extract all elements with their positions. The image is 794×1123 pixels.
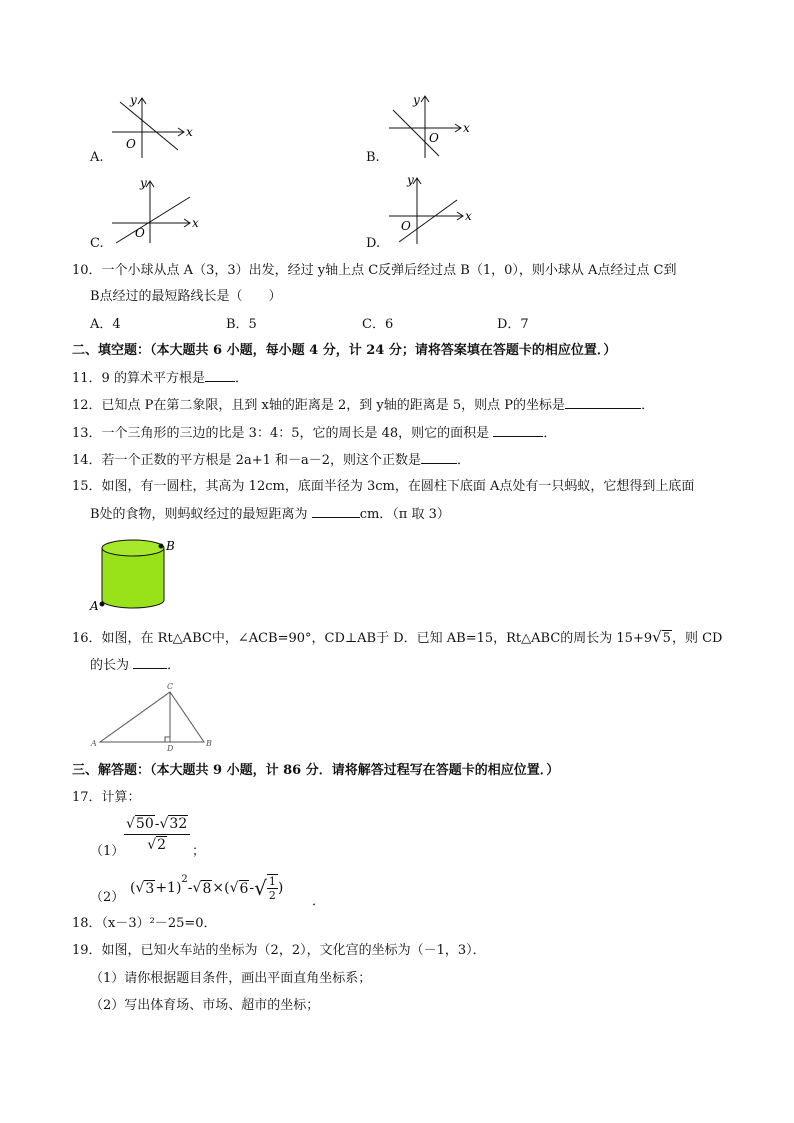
label-b: B <box>206 739 212 748</box>
graph-option-d <box>385 170 485 245</box>
q17-part2-expression <box>130 868 283 908</box>
y-axis-label: y <box>140 176 147 190</box>
y-axis-label: y <box>407 173 414 187</box>
q11 <box>72 369 248 388</box>
sqrt-arg: 2 <box>157 837 167 853</box>
fraction <box>124 816 190 853</box>
sqrt-arg: 3 <box>145 880 155 897</box>
x-axis-label: x <box>465 209 472 223</box>
q12-blank <box>565 396 641 409</box>
q16-line1 <box>72 628 722 648</box>
plus-one: +1) <box>155 880 182 896</box>
q12-end: ． <box>641 398 655 413</box>
x-axis-label: x <box>463 121 470 135</box>
q10-option-d: D．7 <box>497 317 529 332</box>
q17-part1-fraction <box>124 816 190 853</box>
q15-end: cm．（π 取 3） <box>359 507 450 522</box>
sqrt-arg: 50 <box>135 816 154 832</box>
sqrt-sign: √ <box>135 880 145 896</box>
graph-option-b <box>385 90 475 160</box>
q13-blank <box>493 424 543 437</box>
sqrt-arg: 32 <box>169 816 188 832</box>
fraction-denominator <box>147 835 167 853</box>
cylinder-figure <box>88 534 184 616</box>
open-paren: ( <box>130 880 136 896</box>
minus-sign: - <box>154 816 160 832</box>
exponent: 2 <box>181 874 188 885</box>
fraction <box>267 874 278 902</box>
label-a: A <box>91 739 97 748</box>
graph-option-a <box>108 90 198 160</box>
label-c: C <box>167 682 174 691</box>
q16-text-end: ，则 CD <box>671 631 723 646</box>
label-a: A <box>90 599 99 613</box>
q17-title: 17．计算： <box>72 790 141 805</box>
q14-blank <box>421 451 457 464</box>
sqrt-arg: 8 <box>202 880 212 897</box>
fraction-numerator <box>124 816 190 835</box>
q16-text2: 的长为 <box>90 658 130 673</box>
q17-part1-end: ； <box>192 844 206 859</box>
q10-line2: B点经过的最短路线长是（ ） <box>90 289 282 304</box>
q17-part2-label: （2） <box>90 890 125 905</box>
q17-part1-label: （1） <box>90 844 125 859</box>
option-b-label: B. <box>366 150 380 165</box>
q15-blank <box>312 505 360 518</box>
triangle-figure <box>88 680 218 752</box>
option-a-label: A. <box>90 150 104 165</box>
q19-line1: 19．如图，已知火车站的坐标为（2，2），文化宫的坐标为（－1，3）． <box>72 943 486 958</box>
y-axis-label: y <box>413 93 420 107</box>
point-a <box>100 602 105 607</box>
function-line <box>116 197 190 243</box>
origin-label: O <box>135 226 145 240</box>
sqrt-sign: √ <box>229 880 239 896</box>
sqrt-sign: √ <box>652 628 662 646</box>
y-axis-label: y <box>130 93 137 107</box>
section3-heading: 三、解答题：（本大题共 9 小题，计 86 分．请将解答过程写在答题卡的相应位置．） <box>72 763 560 778</box>
label-d: D <box>167 744 174 752</box>
q15-line1: 15．如图，有一圆柱，其高为 12cm，底面半径为 3cm，在圆柱下底面 A点处有一只蚂蚁，它想得到上底面 <box>72 479 695 494</box>
section2-heading: 二、填空题：（本大题共 6 小题，每小题 4 分，计 24 分；请将答案填在答题卡的相应位置．） <box>72 343 617 358</box>
q10-option-a: A．4 <box>90 317 121 332</box>
q19-line3: （2）写出体育场、市场、超市的坐标； <box>90 998 320 1013</box>
q16-text: 16．如图，在 Rt△ABC中，∠ACB=90°，CD⊥AB于 D．已知 AB=15，Rt△ABC的周长为 15+9 <box>72 631 653 646</box>
origin-label: O <box>126 137 136 151</box>
point-b <box>159 544 164 549</box>
sqrt-sign: √ <box>126 816 135 832</box>
x-axis-label: x <box>186 125 193 139</box>
sqrt-sign: √ <box>254 876 267 900</box>
q15-line2 <box>90 505 450 524</box>
q13-text: 13．一个三角形的三边的比是 3：4：5，它的周长是 48，则它的面积是 <box>72 426 490 441</box>
x-axis-label: x <box>192 216 199 230</box>
q17-part2-end: ． <box>312 894 326 909</box>
cylinder-body <box>102 548 164 608</box>
sqrt-sign: √ <box>147 837 157 853</box>
q11-text: 11．9 的算术平方根是 <box>72 371 205 386</box>
triangle-abc <box>100 692 204 742</box>
q14 <box>72 451 470 470</box>
q16-end: ． <box>167 658 181 673</box>
fraction-denominator: 2 <box>268 889 276 902</box>
q12-text: 12．已知点 P在第二象限，且到 x轴的距离是 2，到 y轴的距离是 5，则点 P的坐标是 <box>72 398 566 413</box>
q16-blank <box>133 656 167 669</box>
q12 <box>72 396 654 415</box>
minus-sign: - <box>249 880 255 896</box>
close-paren: ) <box>277 880 284 896</box>
label-b: B <box>166 539 175 553</box>
q19-line2: （1）请你根据题目条件，画出平面直角坐标系； <box>90 971 372 986</box>
q11-end: ． <box>234 371 248 386</box>
sqrt-arg: 6 <box>239 880 249 897</box>
origin-label: O <box>429 131 439 145</box>
graph-option-c <box>108 175 208 245</box>
q10-option-c: C．6 <box>362 317 394 332</box>
sqrt-sign: √ <box>159 816 169 832</box>
q10-line1: 10．一个小球从点 A（3，3）出发，经过 y轴上点 C反弹后经过点 B（1，0），则小球从 A点经过点 C到 <box>72 263 677 278</box>
option-c-label: C. <box>90 236 104 251</box>
times-sign: ×( <box>212 880 230 896</box>
q18: 18．（x－3）²－25=0． <box>72 916 217 931</box>
sqrt-sign: √ <box>192 880 202 896</box>
fraction-numerator: 1 <box>268 875 276 888</box>
q11-blank <box>205 369 235 382</box>
cylinder-top <box>102 540 164 556</box>
q14-text: 14．若一个正数的平方根是 2a+1 和－a－2，则这个正数是 <box>72 453 422 468</box>
option-d-label: D. <box>366 236 381 251</box>
q13-end: ． <box>543 426 557 441</box>
minus-sign: - <box>187 880 193 896</box>
q14-end: ． <box>457 453 471 468</box>
origin-label: O <box>401 219 411 233</box>
q10-option-b: B．5 <box>226 317 257 332</box>
q13 <box>72 424 556 443</box>
q15-text: B处的食物，则蚂蚁经过的最短距离为 <box>90 507 308 522</box>
q16-line2 <box>90 656 180 675</box>
sqrt-arg: 5 <box>662 631 671 646</box>
right-angle-mark <box>165 737 170 742</box>
